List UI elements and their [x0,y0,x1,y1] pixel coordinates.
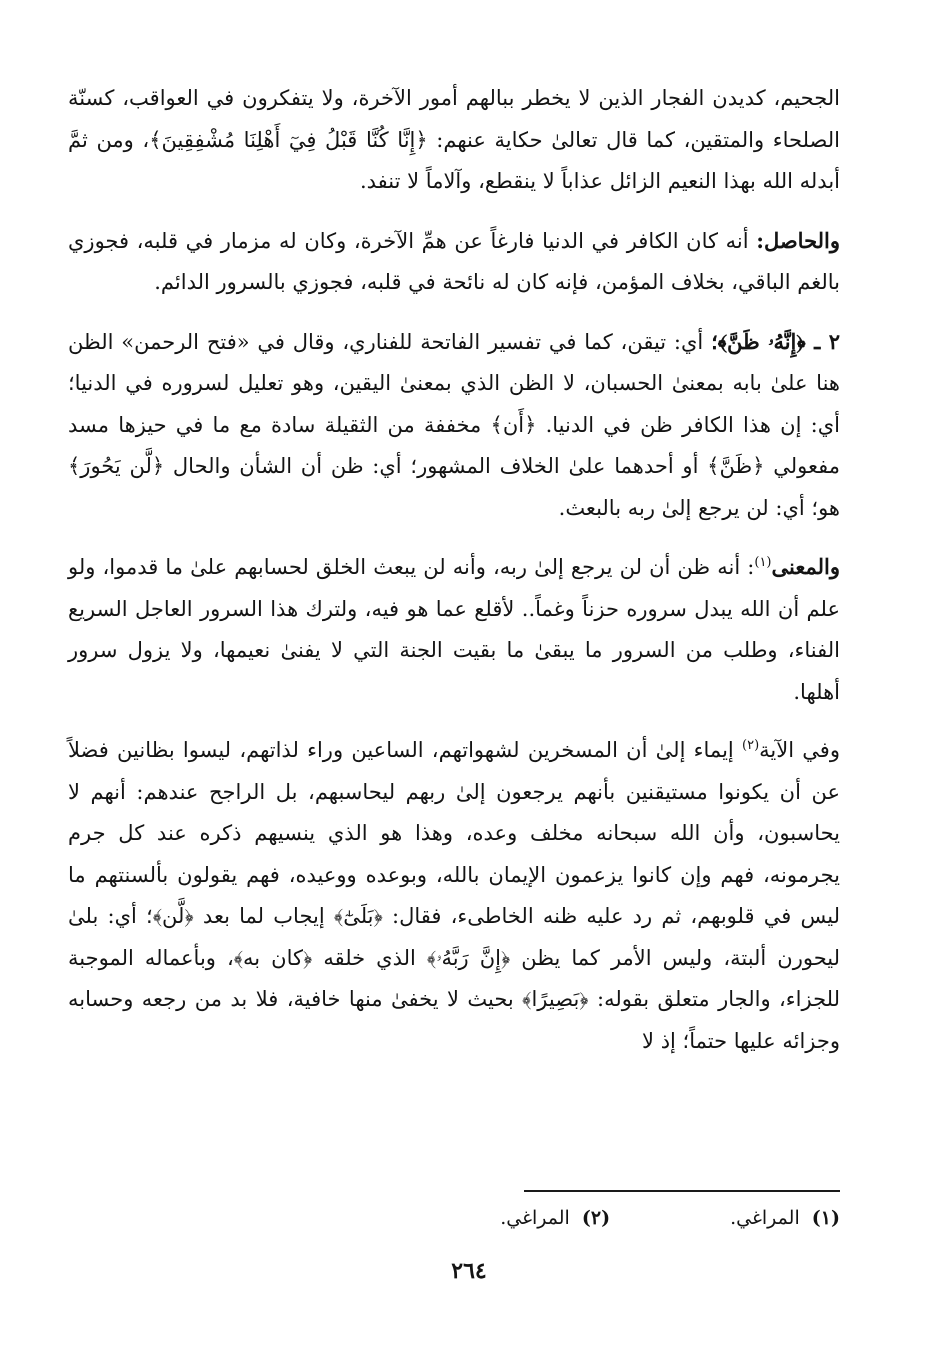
footnote-ref-2: (٢) [742,738,760,753]
footnote-2 [500,1200,610,1236]
footnote-1 [730,1200,840,1236]
paragraph-2-text: أنه كان الكافر في الدنيا فارغاً عن همِّ الآخرة، وكان له مزمار في قلبه، فجوزي بالغم الباقي، بخلاف المؤمن، فإنه كان له نائحة في قلبه، فجوزي بالسرور الدائم. [68,228,840,294]
footnote-1-text: المراغي. [730,1207,800,1229]
paragraph-4-lead: والمعنى [771,554,840,579]
paragraph-5-text: إيماء إلىٰ أن المسخرين لشهواتهم، الساعين وراء لذاتهم، ليسوا بظانين فضلاً عن أن يكونوا مستيقنين بأنهم يرجعون إلىٰ ربهم ليحاسبهم، بل الراجح عندهم: أنهم لا يحاسبون، وأن الله سبحانه مخلف وعده، وهذا هو الذي ينسيهم ذكره عند كل جرم يجرمونه، فهم وإن كانوا يزعمون الإيمان بالله، وبوعده ووعيده، فهم يقولون بألسنتهم ما ليس في قلوبهم، ثم رد عليه ظنه الخاطىء، فقال: ﴿بَلَىٰٓ﴾ إيجاب لما بعد ﴿لَّن﴾؛ أي: بلىٰ ليحورن ألبتة، وليس الأمر كما يظن ﴿إِنَّ رَبَّهُۥ﴾ الذي خلقه ﴿كان به﴾، وبأعماله الموجبة للجزاء، والجار متعلق بقوله: ﴿بَصِيرًا﴾ بحيث لا يخفىٰ منها خافية، فلا بد من رجعه وحسابه وجزائه عليها حتماً؛ إذ لا [68,738,840,1053]
paragraph-3-lead: ٢ ـ ﴿إِنَّهُۥ ظَنَّ﴾؛ [711,328,840,354]
paragraph-5-lead: وفي الآية [759,738,840,762]
paragraph-3 [68,321,840,530]
page-number: ٢٦٤ [451,1258,487,1284]
footnote-2-number: (٢) [581,1207,611,1229]
paragraph-2-lead: والحاصل: [756,227,841,253]
paragraph-1 [68,78,840,203]
footnote-1-number: (١) [811,1207,840,1229]
paragraph-5 [68,730,840,1062]
footnote-ref-1: (١) [754,555,772,570]
footnote-divider [524,1190,840,1192]
footnote-2-text: المراغي. [500,1207,570,1229]
paragraph-4 [68,546,840,713]
paragraph-2 [68,220,840,304]
footnotes [300,1200,840,1236]
paragraph-4-text: : أنه ظن أن لن يرجع إلىٰ ربه، وأنه لن يبعث الخلق لحسابهم علىٰ ما قدموا، ولو علم أن الله يبدل سروره حزناً وغماً.. لأقلع عما هو فيه، ولترك هذا السرور العاجل السريع الفناء، وطلب من السرور ما يبقىٰ ما بقيت الجنة التي لا يفنىٰ نعيمها، ولا يزول سرور أهلها. [68,555,840,704]
paragraph-3-text: أي: تيقن، كما في تفسير الفاتحة للفناري، وقال في «فتح الرحمن» الظن هنا علىٰ بابه بمعنىٰ الحسبان، لا الظن الذي بمعنىٰ اليقين، وهو تعليل لسروره في الدنيا؛ أي: إن هذا الكافر ظن في الدنيا. ﴿أَن﴾ مخففة من الثقيلة سادة مع ما في حيزها مسد مفعولي ﴿ظَنَّ﴾ أو أحدهما علىٰ الخلاف المشهور؛ أي: ظن أن الشأن والحال ﴿لَّن يَحُورَ﴾ هو؛ أي: لن يرجع إلىٰ ربه بالبعث. [68,329,840,520]
paragraph-1-text: الجحيم، كديدن الفجار الذين لا يخطر ببالهم أمور الآخرة، ولا يتفكرون في العواقب، كسنّة الصلحاء والمتقين، كما قال تعالىٰ حكاية عنهم: ﴿إِنَّا كُنَّا قَبْلُ فِيٓ أَهْلِنَا مُشْفِقِينَ﴾، ومن ثمَّ أبدله الله بهذا النعيم الزائل عذاباً لا ينقطع، وآلاماً لا تنفد. [68,86,840,193]
page-body [68,78,840,1079]
